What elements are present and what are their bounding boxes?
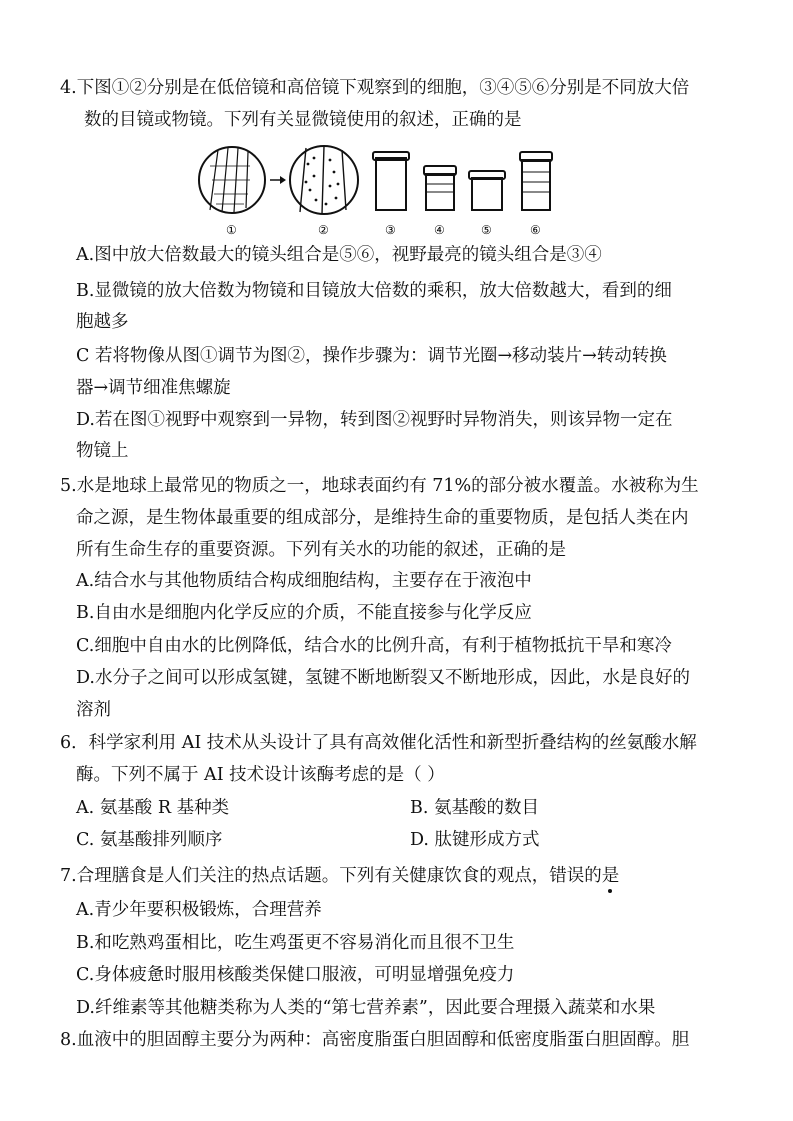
q7-option-a: A.青少年要积极锻炼，合理营养 — [76, 900, 322, 920]
figure-label-4: ④ — [434, 223, 445, 237]
q4-option-a: A.图中放大倍数最大的镜头组合是⑤⑥，视野最亮的镜头组合是③④ — [76, 245, 602, 265]
figure-label-3: ③ — [385, 223, 396, 237]
q5-option-d-line2: 溶剂 — [76, 700, 111, 720]
low-power-cell-view — [199, 147, 265, 213]
q4-option-b-line1: B.显微镜的放大倍数为物镜和目镜放大倍数的乘积，放大倍数越大，看到的细 — [76, 281, 672, 301]
q6-option-a: A. 氨基酸 R 基种类 — [76, 798, 230, 818]
q4-option-c-line2: 器→调节细准焦螺旋 — [76, 378, 231, 398]
q4-option-b-line2: 胞越多 — [76, 312, 129, 332]
microscope-figure — [196, 142, 566, 238]
q5-option-b: B.自由水是细胞内化学反应的介质，不能直接参与化学反应 — [76, 603, 532, 623]
q5-option-a: A.结合水与其他物质结合构成细胞结构，主要存在于液泡中 — [76, 571, 532, 591]
figure-label-1: ① — [226, 223, 237, 237]
lens-5 — [469, 171, 505, 210]
q7-option-b: B.和吃熟鸡蛋相比，吃生鸡蛋更不容易消化而且很不卫生 — [76, 933, 515, 953]
q5-option-d-line1: D.水分子之间可以形成氢键，氢键不断地断裂又不断地形成，因此，水是良好的 — [76, 668, 690, 688]
q4-option-d-line1: D.若在图①视野中观察到一异物，转到图②视野时异物消失，则该异物一定在 — [76, 410, 673, 430]
q6-option-c: C. 氨基酸排列顺序 — [76, 830, 223, 850]
figure-label-2: ② — [318, 223, 329, 237]
figure-label-6: ⑥ — [530, 223, 541, 237]
high-power-cell-view — [290, 146, 358, 214]
emphasis-dot — [608, 889, 612, 893]
q6-option-d: D. 肽键形成方式 — [410, 830, 540, 850]
q5-stem-line3: 所有生命生存的重要资源。下列有关水的功能的叙述，正确的是 — [76, 540, 566, 560]
lens-4 — [424, 166, 456, 210]
q5-stem-line1: 5.水是地球上最常见的物质之一，地球表面约有 71%的部分被水覆盖。水被称为生 — [60, 476, 699, 496]
lens-6 — [520, 152, 552, 210]
q4-option-d-line2: 物镜上 — [76, 441, 129, 461]
q4-option-c-line1: C 若将物像从图①调节为图②，操作步骤为：调节光圈→移动装片→转动转换 — [76, 346, 667, 366]
q7-option-d: D.纤维素等其他糖类称为人类的“第七营养素”，因此要合理摄入蔬菜和水果 — [76, 998, 656, 1018]
figure-label-5: ⑤ — [481, 223, 492, 237]
q6-option-b: B. 氨基酸的数目 — [410, 798, 539, 818]
q8-stem-line1: 8.血液中的胆固醇主要分为两种：高密度脂蛋白胆固醇和低密度脂蛋白胆固醇。胆 — [60, 1030, 690, 1050]
q7-stem-line1: 7.合理膳食是人们关注的热点话题。下列有关健康饮食的观点，错误的是 — [60, 866, 620, 886]
q4-stem-line2: 数的目镜或物镜。下列有关显微镜使用的叙述，正确的是 — [84, 110, 522, 130]
q4-stem-line1: 4.下图①②分别是在低倍镜和高倍镜下观察到的细胞，③④⑤⑥分别是不同放大倍 — [60, 78, 690, 98]
q5-option-c: C.细胞中自由水的比例降低，结合水的比例升高，有利于植物抵抗干旱和寒冷 — [76, 636, 672, 656]
q7-option-c: C.身体疲惫时服用核酸类保健口服液，可明显增强免疫力 — [76, 965, 515, 985]
q5-stem-line2: 命之源，是生物体最重要的组成部分，是维持生命的重要物质，是包括人类在内 — [76, 508, 689, 528]
q6-stem-line1: 6．科学家利用 AI 技术从头设计了具有高效催化活性和新型折叠结构的丝氨酸水解 — [60, 733, 697, 753]
lens-3 — [373, 152, 409, 210]
q6-stem-line2: 酶。下列不属于 AI 技术设计该酶考虑的是（ ） — [76, 765, 445, 785]
